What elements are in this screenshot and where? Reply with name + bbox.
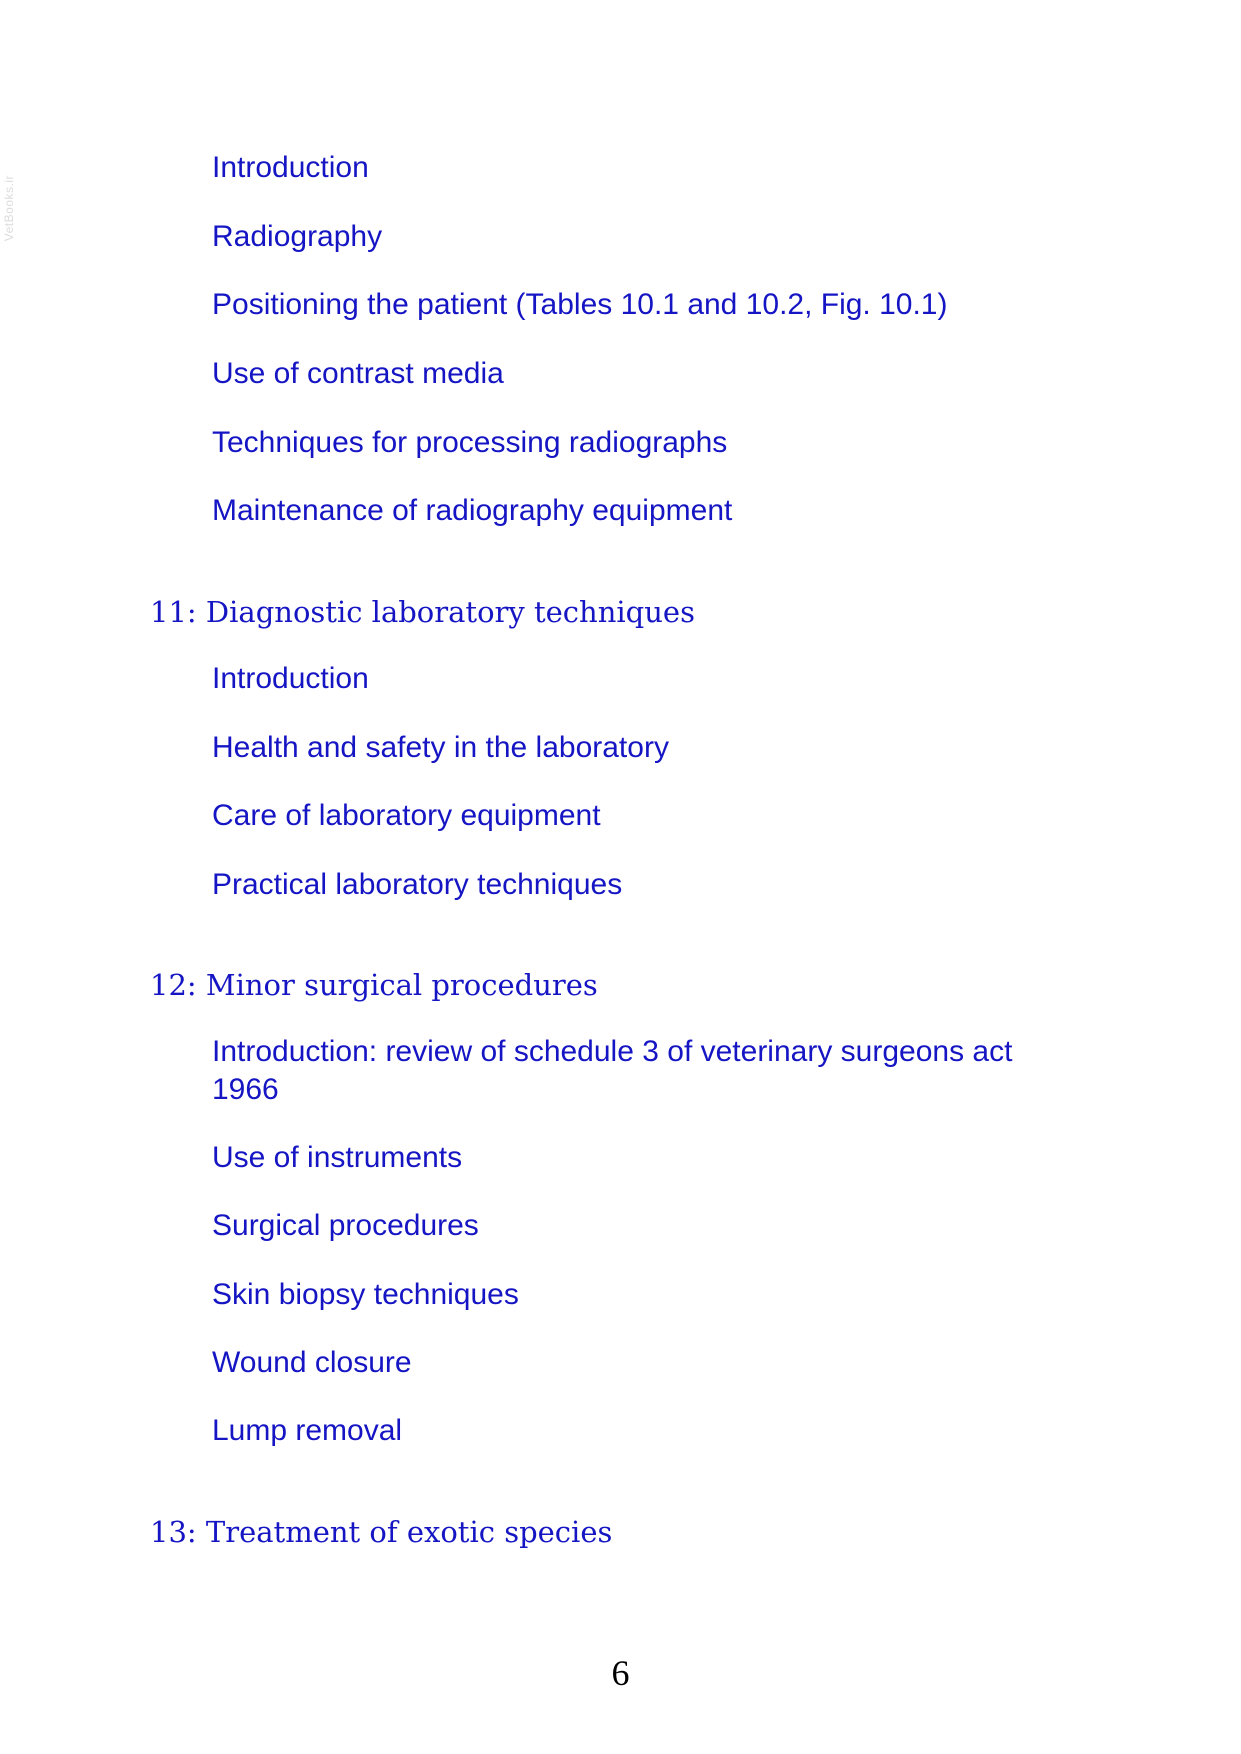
page-number: 6	[611, 1653, 630, 1693]
toc-link-radiography[interactable]: Radiography	[212, 220, 383, 253]
toc-link-use-of-contrast-media[interactable]: Use of contrast media	[212, 357, 504, 390]
toc-link-lab-introduction[interactable]: Introduction	[212, 662, 369, 695]
toc-link-wound-closure[interactable]: Wound closure	[212, 1346, 412, 1379]
toc-link-processing-radiographs[interactable]: Techniques for processing radiographs	[212, 426, 728, 459]
toc-link-surgery-introduction[interactable]: Introduction: review of schedule 3 of veterinary surgeons act 1966	[212, 1035, 1013, 1106]
toc-chapter-12[interactable]: 12: Minor surgical procedures	[150, 968, 598, 1002]
toc-link-positioning-the-patient[interactable]: Positioning the patient (Tables 10.1 and 10.2, Fig. 10.1)	[212, 288, 948, 321]
watermark: VetBooks.ir	[2, 175, 16, 242]
toc-link-introduction[interactable]: Introduction	[212, 151, 369, 184]
toc-link-health-and-safety[interactable]: Health and safety in the laboratory	[212, 731, 669, 764]
toc-link-care-of-lab-equipment[interactable]: Care of laboratory equipment	[212, 799, 601, 832]
toc-link-skin-biopsy[interactable]: Skin biopsy techniques	[212, 1278, 519, 1311]
toc-chapter-13[interactable]: 13: Treatment of exotic species	[150, 1515, 613, 1549]
toc-link-surgical-procedures[interactable]: Surgical procedures	[212, 1209, 479, 1242]
toc-link-use-of-instruments[interactable]: Use of instruments	[212, 1141, 463, 1174]
toc-chapter-11[interactable]: 11: Diagnostic laboratory techniques	[150, 595, 695, 629]
toc-link-radiography-equipment[interactable]: Maintenance of radiography equipment	[212, 494, 733, 527]
toc-link-practical-lab-techniques[interactable]: Practical laboratory techniques	[212, 868, 623, 901]
toc-link-lump-removal[interactable]: Lump removal	[212, 1414, 403, 1447]
